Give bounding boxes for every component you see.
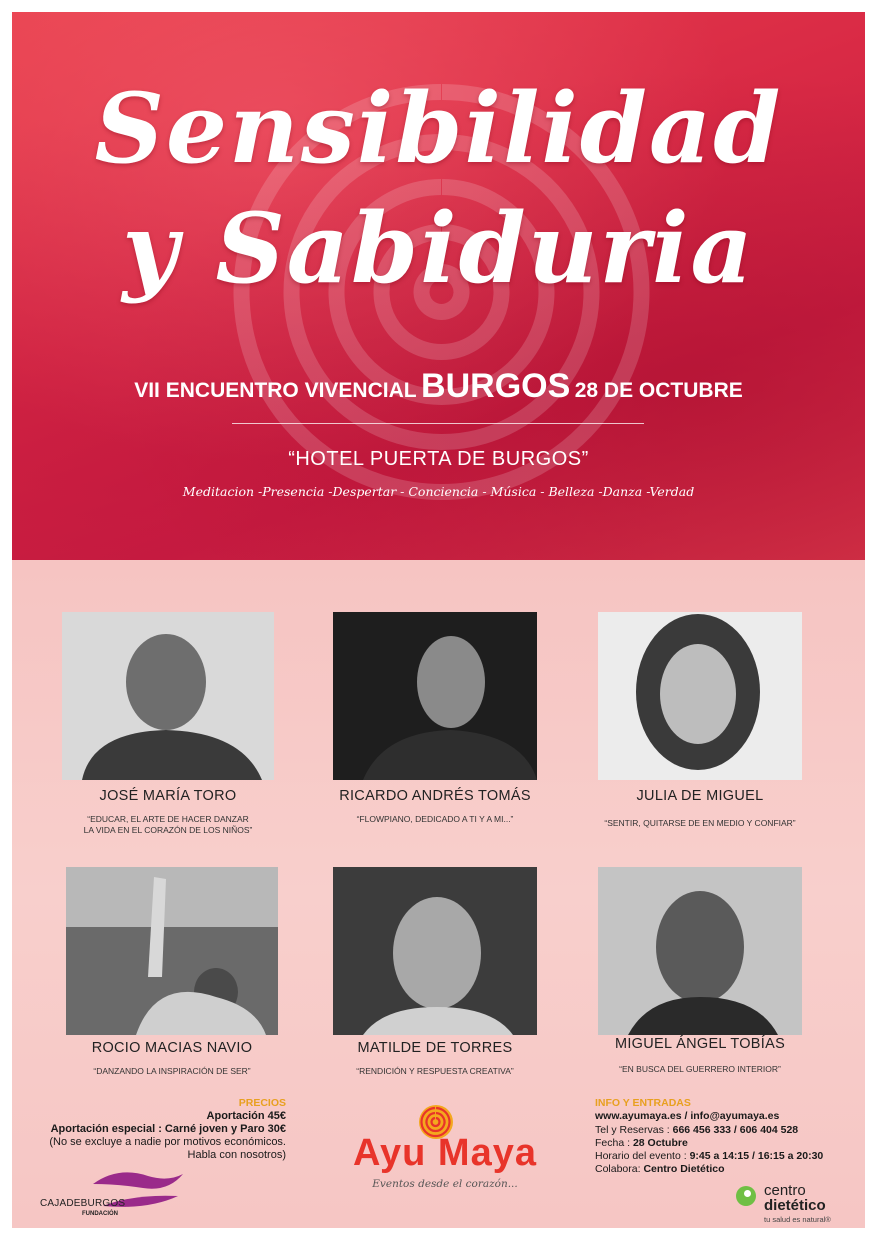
- info-date-label: Fecha :: [595, 1136, 633, 1149]
- ayumaya-tagline: Eventos desde el corazón...: [372, 1178, 518, 1190]
- centro-line-1: centro: [764, 1182, 806, 1199]
- cajaburgos-sub: FUNDACIÓN: [82, 1211, 118, 1217]
- price-standard: [42, 1110, 286, 1123]
- speaker-quote: [570, 818, 830, 829]
- centro-dietetico-logo: [732, 1180, 862, 1228]
- quote-line: “SENTIR, QUITARSE DE EN MEDIO Y CONFIAR”: [604, 818, 796, 828]
- info-web: [595, 1110, 855, 1123]
- price-special-value: : Carné joven y Paro 30€: [155, 1123, 286, 1135]
- centro-tagline: tu salud es natural®: [764, 1215, 831, 1224]
- speaker-quote: [305, 814, 565, 825]
- event-line: [12, 367, 865, 406]
- event-city: BURGOS: [421, 367, 571, 405]
- venue: “HOTEL PUERTA DE BURGOS”: [288, 448, 589, 470]
- price-special-label: Aportación especial: [50, 1123, 156, 1135]
- event-prefix: VII ENCUENTRO VIVENCIAL: [134, 379, 417, 402]
- person-icon: [333, 867, 537, 1035]
- price-standard-text: Aportación 45€: [206, 1110, 286, 1122]
- info-web-text: www.ayumaya.es / info@ayumaya.es: [595, 1110, 780, 1123]
- title-line-2: y Sabiduria: [122, 192, 755, 305]
- ayumaya-name: Ayu Maya: [353, 1132, 537, 1174]
- info-tel: [595, 1124, 855, 1137]
- poster: [12, 12, 865, 1228]
- speaker-name: MIGUEL ÁNGEL TOBÍAS: [614, 1036, 786, 1052]
- person-icon: [598, 867, 802, 1035]
- speaker-photo-1: [62, 612, 274, 780]
- speaker-name: RICARDO ANDRÉS TOMÁS: [339, 788, 531, 804]
- quote-line: “EN BUSCA DEL GUERRERO INTERIOR”: [619, 1064, 781, 1074]
- speaker-photo-6: [598, 867, 802, 1035]
- info-tel-value: 666 456 333 / 606 404 528: [672, 1123, 799, 1136]
- quote-line: “EDUCAR, EL ARTE DE HACER DANZAR: [87, 814, 249, 824]
- speaker-photo-3: [598, 612, 802, 780]
- quote-line: “FLOWPIANO, DEDICADO A TI Y A MI...”: [356, 814, 514, 824]
- leaf-icon: [736, 1186, 756, 1206]
- speaker-photo-5: [333, 867, 537, 1035]
- speaker-photo-2: [333, 612, 537, 780]
- info-date-value: 28 Octubre: [632, 1136, 688, 1149]
- info-block: [595, 1097, 855, 1177]
- ayumaya-logo: [350, 1110, 540, 1200]
- prices-block: [42, 1097, 286, 1162]
- info-collab-label: Colabora:: [595, 1163, 644, 1176]
- info-tel-label: Tel y Reservas :: [595, 1123, 673, 1136]
- header-divider: [232, 423, 644, 424]
- cajaburgos-name: CAJADEBURGOS: [40, 1198, 126, 1209]
- info-hours-value: 9:45 a 14:15 / 16:15 a 20:30: [689, 1150, 824, 1163]
- speaker-name: JOSÉ MARÍA TORO: [99, 788, 237, 804]
- prices-heading: PRECIOS: [238, 1097, 286, 1109]
- quote-line: “DANZANDO LA INSPIRACIÓN DE SER”: [93, 1066, 251, 1076]
- speaker-name: MATILDE DE TORRES: [357, 1040, 513, 1056]
- speaker-quote: [38, 814, 298, 836]
- person-icon: [62, 612, 274, 780]
- speaker-name: JULIA DE MIGUEL: [636, 788, 764, 804]
- price-note-1: (No se excluye a nadie por motivos económicos.: [49, 1136, 286, 1148]
- speaker-name: ROCIO MACIAS NAVIO: [91, 1040, 253, 1056]
- quote-line: LA VIDA EN EL CORAZÓN DE LOS NIÑOS”: [83, 825, 253, 835]
- person-icon: [66, 867, 278, 1035]
- theme-tags: Meditacion -Presencia -Despertar - Conciencia - Música - Belleza -Danza -Verdad: [182, 484, 695, 499]
- cajaburgos-logo: [40, 1172, 190, 1222]
- price-note-2: Habla con nosotros): [187, 1149, 286, 1161]
- speaker-quote: [570, 1064, 830, 1075]
- header-banner: [12, 12, 865, 560]
- info-hours-label: Horario del evento :: [595, 1150, 690, 1163]
- info-collab: [595, 1163, 855, 1176]
- title-line-1: Sensibilidad: [94, 72, 783, 185]
- info-hours: [595, 1150, 855, 1163]
- info-date: [595, 1137, 855, 1150]
- speaker-photo-4: [66, 867, 278, 1035]
- quote-line: “RENDICIÓN Y RESPUESTA CREATIVA”: [356, 1066, 514, 1076]
- person-icon: [598, 612, 802, 780]
- centro-line-2: dietético: [764, 1197, 826, 1214]
- price-special: [42, 1123, 286, 1136]
- person-icon: [333, 612, 537, 780]
- info-collab-value: Centro Dietético: [643, 1163, 725, 1176]
- speaker-quote: [305, 1066, 565, 1077]
- speaker-quote: [42, 1066, 302, 1077]
- event-date: 28 DE OCTUBRE: [574, 379, 743, 402]
- info-heading: INFO Y ENTRADAS: [595, 1097, 691, 1109]
